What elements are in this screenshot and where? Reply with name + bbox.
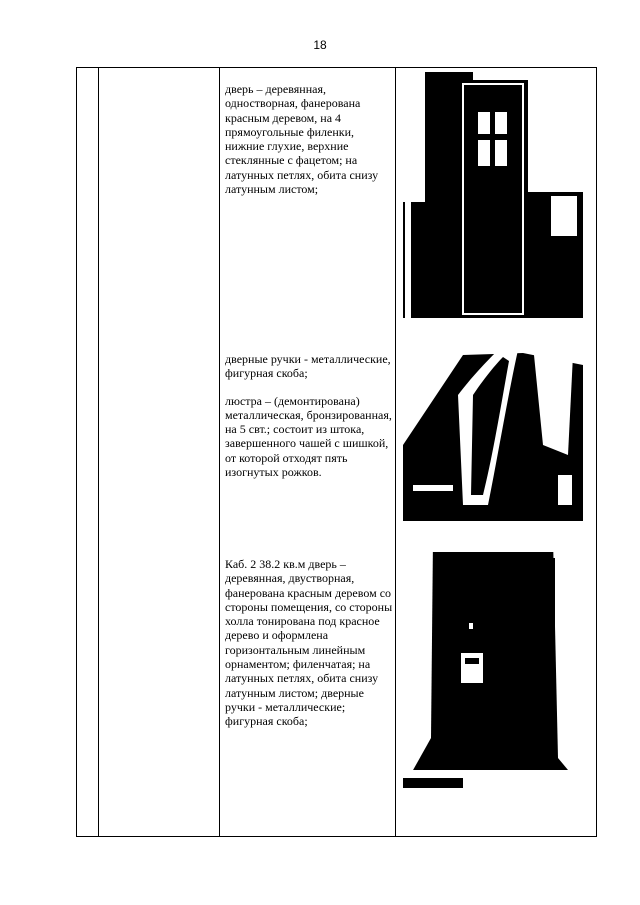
description-cell <box>225 557 395 729</box>
double-door-photo <box>403 538 583 788</box>
description-cell <box>225 82 395 196</box>
door-photo <box>403 72 583 318</box>
description-text: люстра – (демонтирована) металлическая, бронзированная, на 5 свт.; состоит из штока, завершенного чашей с шишкой, от которой отходят пять изогнутых рожков. <box>225 393 392 480</box>
description-text: дверь – деревянная, одностворная, фанерована красным деревом, на 4 прямоугольные филенки, нижние глухие, верхние стеклянные с фацетом; на латунных петлях, обита снизу латунным листом; <box>225 82 379 197</box>
description-text: дверные ручки - металлические, фигурная скоба; <box>225 352 391 381</box>
description-text: Каб. 2 38.2 кв.м дверь – деревянная, двустворная, фанерована красным деревом со стороны помещения, со стороны холла тонирована под красное дерево и оформлена горизонтальным линейным орнаментом; филенчатая; на латунных петлях, обита снизу латунным листом; дверные ручки - металлические; фигурная скоба; <box>225 557 393 729</box>
column-divider <box>98 68 99 836</box>
door-handle-photo <box>403 335 583 521</box>
inventory-table <box>76 67 597 837</box>
column-divider <box>219 68 220 836</box>
page-number: 18 <box>313 38 327 52</box>
double-door-photo-graphic <box>403 538 583 788</box>
column-divider <box>395 68 396 836</box>
door-photo-graphic <box>403 72 583 318</box>
door-handle-photo-graphic <box>403 335 583 521</box>
description-cell <box>225 352 395 479</box>
